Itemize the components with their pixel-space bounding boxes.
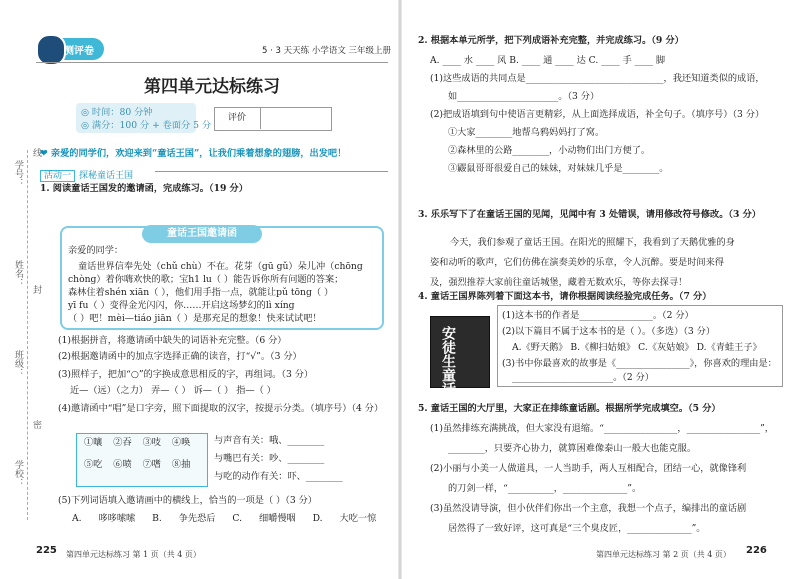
page-title: 第四单元达标练习 (144, 77, 280, 97)
time-limit: ◎ 时间：80 分钟 (81, 107, 153, 118)
choice-c: C. 细嚼慢咽 (232, 513, 296, 524)
footer-right: 第四单元达标练习 第 2 页（共 4 页） (596, 550, 731, 559)
header-rule (36, 62, 388, 63)
binding-label-id: 学号： (13, 160, 23, 187)
option-row (84, 458, 190, 471)
letter-line: （ ）吧！mèi—tiáo jiān（ ）是那充足的想象！快来试试吧！ (68, 313, 322, 324)
option-item: ①嚷 (84, 437, 103, 448)
page-number-left: 225 (36, 545, 57, 556)
footer-left: 第四单元达标练习 第 1 页（共 4 页） (66, 550, 201, 559)
activity-name: 探秘童话王国 (79, 171, 134, 181)
option-item: ⑥喷 (113, 459, 132, 470)
score-label: 评价 (214, 107, 261, 129)
q4-options: A.《野天鹅》 B.《柳扫姑娘》 C.《灰姑娘》 D.《青蛙王子》 (512, 342, 762, 353)
q4-sub: ______________________。（2 分） (512, 372, 654, 383)
q5-sub: (3)虽然没请导演，但小伙伴们你出一个主意，我想一个点子，编排出的童话剧 (430, 503, 747, 514)
question-4: 4. 童话王国界陈列着下面这本书，请你根据阅读经验完成任务。（7 分） (418, 291, 712, 302)
binding-label-school: 学校： (13, 460, 23, 487)
q5-sub: ________，只要齐心协力，就算困难像泰山一般大也能克服。 (448, 443, 697, 454)
q3-text: 今天，我们参观了童话王国。在阳光的照耀下，我看到了天鹅优雅的身 (450, 237, 735, 248)
q2-sub2: (2)把成语填到句中使语言更精彩，从上面选择成语，补全句子。（填序号）（3 分） (430, 109, 765, 120)
binding-dashed-line (27, 150, 28, 520)
q4-sub: (3)书中你最喜欢的故事是《________________》，你喜欢的理由是： (502, 358, 777, 369)
choice-row (72, 512, 376, 525)
option-item: ⑤吃 (84, 459, 103, 470)
antonym-row: 近—（远）（之力） 弄—（ ） 诉—（ ） 指—（ ） (70, 385, 276, 396)
letter-line: 亲爱的同学： (68, 245, 124, 256)
option-item: ②吞 (113, 437, 132, 448)
q3-text: 及，强烈推荐大家前往童话城堡，藏着无数欢乐，等你去探寻！ (430, 277, 688, 288)
q3-text: 姿和动听的歌声，它们仿佛在演奏美妙的乐章，令人沉醉。要是时间来得 (430, 257, 724, 268)
choice-d: D. 大吃一惊 (312, 513, 377, 524)
q2-sentence: ②森林里的公路________，小动物们出门方便了。 (448, 145, 651, 156)
page-fold (398, 0, 402, 579)
subquestion-1: (1)根据拼音，将邀请函中缺失的词语补充完整。（6 分） (58, 335, 287, 346)
q5-sub: (1)虽然排练充满挑战，但大家没有退缩。“________________，________________”， (430, 423, 774, 434)
q5-sub: 居然得了一致好评，这可真是“三个臭皮匠，______________”。 (448, 523, 706, 534)
letter-line: chòng）着你嗨欢快的歌；宝h1 lu（ ）能告诉你所有问题的答案； (68, 274, 344, 285)
question-2: 2. 根据本单元所学，把下列成语补充完整，并完成练习。（9 分） (418, 35, 684, 46)
q2-sentence: ③鼹鼠哥哥很爱自己的妹妹，对妹妹几乎是________。 (448, 163, 669, 174)
choice-a: A. 哆哆嗦嗦 (72, 513, 136, 524)
binding-label-name: 姓名： (13, 260, 23, 287)
page-number-right: 226 (746, 545, 767, 556)
subquestion-5: (5)下列词语填入邀请画中的横线上，恰当的一项是（ ）（3 分） (58, 495, 317, 506)
option-item: ③吱 (142, 437, 161, 448)
book-title: 安徒生童话 (440, 326, 456, 396)
binding-label-class: 班级： (13, 350, 23, 377)
series-info: 5 · 3 天天练 小学语文 三年级上册 (262, 46, 392, 56)
q5-sub: (2)小丽与小美一人做道具，一人当助手，两人互相配合，团结一心，就像锋利 (430, 463, 747, 474)
binding-mark-secret: 密 (31, 420, 41, 429)
subquestion-2: (2)根据邀请函中的加点字选择正确的读音，打“√”。（3 分） (58, 351, 302, 362)
binding-mark-seal: 封 (31, 285, 41, 294)
option-item: ⑦嗜 (142, 459, 161, 470)
binding-mark-line: 线 (31, 148, 41, 157)
subquestion-3: (3)照样子，把加“○”的字换成意思相反的字，再组词。（3 分） (58, 369, 314, 380)
option-item: ⑧抽 (171, 459, 191, 470)
letter-line: yī fu（ ）变得金光闪闪，你……开启这场梦幻的lì xíng (68, 300, 295, 311)
q4-sub: (2)以下篇目不属于这本书的是（ ）。（多选）（3 分） (502, 326, 716, 337)
invitation-banner: 童话王国邀请函 (142, 225, 262, 243)
idiom-row: A. ____ 水 ____ 风 B. ____ 通 ____ 达 C. ____ 手 ____ 脚 (430, 55, 666, 66)
q4-sub: (1)这本书的作者是________________。（2 分） (502, 310, 694, 321)
letter-line: 童话世界信奉先处（chǔ chù）不在。花芽（gū gǔ）朵儿冲（chōng (78, 261, 363, 272)
classify-line: 与声音有关：哦、________ (214, 435, 325, 446)
letter-line: 森林住着shén xiān（ ），他们用手指一点，就能让pǔ tōng（ ） (68, 287, 334, 298)
exam-info-box (76, 103, 212, 133)
option-row (84, 436, 190, 449)
question-5: 5. 童话王国的大厅里，大家正在排练童话剧。根据所学完成填空。（5 分） (418, 403, 721, 414)
option-item: ④唤 (171, 437, 191, 448)
q5-sub: 的刀剑一样，“__________，______________”。 (448, 483, 642, 494)
choice-b: B. 争先恐后 (152, 513, 216, 524)
classify-line: 与吃的动作有关：吓、________ (214, 471, 343, 482)
question-1: 1. 阅读童话王国发的邀请函，完成练习。（19 分） (40, 183, 248, 194)
full-score: ◎ 满分：100 分 + 卷面分 5 分 (81, 120, 212, 131)
activity-rule (155, 171, 388, 172)
classify-line: 与嘴巴有关：吵、________ (214, 453, 325, 464)
q2-sentence: ①大家________地帮乌鸦妈妈打了窝。 (448, 127, 605, 138)
activity-tag: 活动一 (40, 170, 75, 182)
q2-sub1: (1)这些成语的共同点是______________________________，我还知道类似的成语， (430, 73, 765, 84)
activity-heading (40, 163, 133, 182)
subquestion-4: (4)邀请函中“唱”是口字旁，照下面提取的汉字，按提示分类。（填序号）（4 分） (58, 403, 384, 414)
q2-sub1b: 如______________________。（3 分） (448, 91, 600, 102)
brand-label: 测评卷 (64, 46, 94, 57)
welcome-banner: ❤ 亲爱的同学们，欢迎来到“童话王国”，让我们乘着想象的翅膀，出发吧！ (40, 148, 347, 159)
question-3: 3. 乐乐写下了在童话王国的见闻，见闻中有 3 处错误，请用修改符号修改。（3 分） (418, 209, 761, 220)
